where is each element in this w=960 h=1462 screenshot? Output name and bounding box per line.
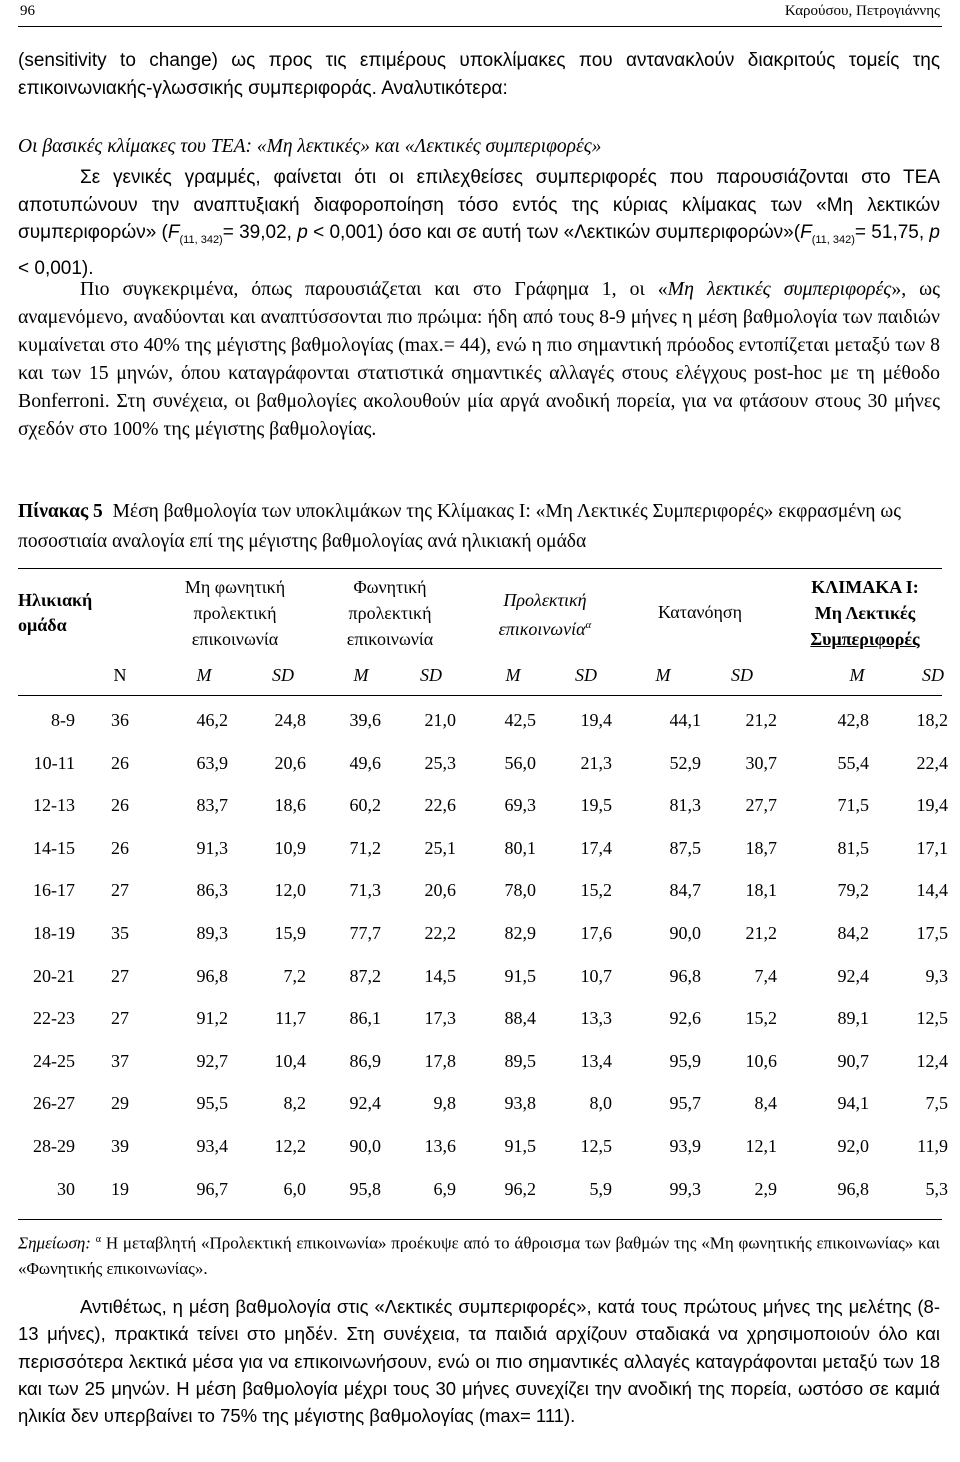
intro-paragraph: (sensitivity to change) ως προς τις επιμέρους υποκλίμακες που αντανακλούν διακριτούς τομείς της επικοινωνιακής-γλωσσικής συμπεριφοράς. Αναλυτικότερα:	[18, 50, 940, 99]
header-scale-total: ΚΛΙΜΑΚΑ Ι: Μη Λεκτικές Συμπεριφορές	[810, 577, 920, 649]
mean-cell: 90,0	[669, 923, 701, 943]
mean-cell: 91,5	[504, 965, 536, 986]
mean-cell: 81,5	[837, 837, 869, 858]
sd-cell: 17,3	[424, 1008, 456, 1029]
sd-cell: 15,2	[580, 880, 612, 901]
sd-cell: 5,9	[589, 1178, 612, 1199]
mean-cell: 63,9	[196, 752, 228, 773]
table-note: Σημείωση: $^\alpha$ Η μεταβλητή «Προλεκτική επικοινωνία» προέκυψε από το άθροισμα των βαθμών της «Μη φωνητικής επικοινωνίας» και «Φωνητικής επικοινωνίας».	[18, 1233, 940, 1278]
n-cell: 26	[111, 795, 129, 816]
mean-cell: 78,0	[504, 880, 536, 901]
sd-cell: 11,9	[917, 1136, 948, 1156]
subheader-n: N	[113, 665, 127, 685]
sd-cell: 12,0	[274, 880, 306, 901]
mean-cell: 83,7	[196, 795, 228, 816]
sd-cell: 19,5	[580, 795, 612, 816]
header-comprehension: Κατανόηση	[657, 602, 743, 622]
mean-cell: 55,4	[837, 752, 869, 773]
header-phonetic: Φωνητική προλεκτική επικοινωνία	[346, 577, 434, 649]
sd-cell: 25,1	[424, 837, 456, 858]
mean-cell: 87,5	[669, 837, 701, 858]
age-group-cell: 10-11	[33, 752, 75, 773]
sd-cell: 8,2	[283, 1093, 306, 1114]
header-nonphonetic: Μη φωνητική προλεκτική επικοινωνία	[184, 577, 286, 649]
mean-cell: 91,2	[196, 1008, 228, 1029]
mean-cell: 92,7	[196, 1050, 228, 1071]
sd-cell: 21,0	[424, 710, 456, 730]
n-cell: 27	[111, 1008, 129, 1029]
sd-cell: 5,3	[925, 1178, 948, 1199]
sd-cell: 7,5	[925, 1093, 948, 1114]
sd-cell: 21,2	[745, 923, 777, 943]
mean-cell: 92,6	[669, 1008, 701, 1029]
sd-cell: 21,2	[745, 710, 777, 730]
sd-cell: 13,4	[580, 1050, 612, 1071]
sd-cell: 17,1	[916, 837, 948, 858]
subheader-mean: M	[353, 665, 369, 685]
n-cell: 27	[111, 880, 129, 901]
mean-cell: 49,6	[349, 752, 381, 773]
sd-cell: 12,5	[916, 1008, 948, 1029]
n-cell: 29	[111, 1093, 129, 1114]
table-top-rule	[18, 568, 942, 569]
sd-cell: 13,6	[424, 1136, 456, 1156]
mean-cell: 90,0	[349, 1136, 381, 1156]
mean-cell: 96,8	[837, 1178, 869, 1199]
mean-cell: 60,2	[349, 795, 381, 816]
sd-cell: 10,6	[745, 1050, 777, 1071]
subheader-sd: SD	[731, 665, 753, 685]
sd-cell: 2,9	[754, 1178, 777, 1199]
age-group-cell: 14-15	[33, 837, 75, 858]
sd-cell: 7,2	[283, 965, 306, 986]
sd-cell: 19,4	[580, 710, 612, 730]
mean-cell: 96,8	[196, 965, 228, 986]
sd-cell: 10,9	[274, 837, 306, 858]
page-number: 96	[20, 3, 35, 19]
subheader-sd: SD	[922, 665, 944, 685]
mean-cell: 96,8	[669, 965, 701, 986]
mean-cell: 89,1	[837, 1008, 869, 1029]
running-header	[18, 0, 942, 27]
section-subheading: Οι βασικές κλίμακες του ΤΕΑ: «Μη λεκτικές» και «Λεκτικές συμπεριφορές»	[18, 136, 602, 157]
sd-cell: 27,7	[745, 795, 777, 816]
header-age-group: Ηλικιακή ομάδα	[18, 590, 93, 635]
sd-cell: 15,9	[274, 923, 306, 943]
mean-cell: 52,9	[669, 752, 701, 773]
sd-cell: 17,4	[580, 837, 612, 858]
sd-cell: 12,2	[274, 1136, 306, 1156]
sd-cell: 13,3	[580, 1008, 612, 1029]
mean-cell: 88,4	[504, 1008, 536, 1029]
mean-cell: 99,3	[669, 1178, 701, 1199]
n-cell: 26	[111, 752, 129, 773]
subheader-mean: M	[655, 665, 671, 685]
sd-cell: 8,0	[589, 1093, 612, 1114]
mean-cell: 77,7	[349, 923, 381, 943]
age-group-cell: 12-13	[33, 795, 75, 816]
sd-cell: 18,1	[745, 880, 777, 901]
mean-cell: 86,3	[196, 880, 228, 901]
age-group-cell: 8-9	[51, 710, 75, 730]
mean-cell: 96,7	[196, 1178, 228, 1199]
subheader-mean: M	[505, 665, 521, 685]
mean-cell: 93,9	[669, 1136, 701, 1156]
sd-cell: 15,2	[745, 1008, 777, 1029]
n-cell: 35	[111, 923, 129, 943]
sd-cell: 24,8	[274, 710, 306, 730]
subheader-sd: SD	[272, 665, 294, 685]
mean-cell: 86,1	[349, 1008, 381, 1029]
sd-cell: 14,5	[424, 965, 456, 986]
mean-cell: 86,9	[349, 1050, 381, 1071]
mean-cell: 93,4	[196, 1136, 228, 1156]
mean-cell: 71,3	[349, 880, 381, 901]
mean-cell: 42,5	[504, 710, 536, 730]
subheader-sd: SD	[420, 665, 442, 685]
mean-cell: 44,1	[669, 710, 701, 730]
running-head-authors: Καρούσου, Πετρογιάννης	[784, 3, 940, 19]
sd-cell: 9,3	[925, 965, 948, 986]
sd-cell: 18,2	[916, 710, 948, 730]
sd-cell: 22,4	[916, 752, 948, 773]
sd-cell: 12,4	[916, 1050, 948, 1071]
mean-cell: 90,7	[837, 1050, 869, 1071]
sd-cell: 6,0	[283, 1178, 306, 1199]
mean-cell: 91,5	[504, 1136, 536, 1156]
age-group-cell: 28-29	[33, 1136, 75, 1156]
sd-cell: 22,2	[424, 923, 456, 943]
mean-cell: 84,2	[837, 923, 869, 943]
sd-cell: 10,7	[580, 965, 612, 986]
age-group-cell: 22-23	[33, 1008, 75, 1029]
sd-cell: 30,7	[745, 752, 777, 773]
subheader-mean: M	[196, 665, 212, 685]
sd-cell: 25,3	[424, 752, 456, 773]
sd-cell: 18,7	[745, 837, 777, 858]
age-group-cell: 20-21	[33, 965, 75, 986]
mean-cell: 92,4	[837, 965, 869, 986]
mean-cell: 87,2	[349, 965, 381, 986]
subheader-mean: M	[849, 665, 865, 685]
paragraph-nonverbal: Πιο συγκεκριμένα, όπως παρουσιάζεται και στο Γράφημα 1, οι «Μη λεκτικές συμπεριφορές», ως αναμενόμενο, αναδύονται και αναπτύσσονται πιο πρώιμα: ήδη από τους 8-9 μήνες η μέση βαθμολογία των παιδιών κυμαίνεται στο 40% της μέγιστης βαθμολογίας (max.= 44), ενώ η πιο σημαντική πρόοδος εντοπίζεται μεταξύ των 8 και των 15 μηνών, όπου καταγράφονται στατιστικά σημαντικές αλλαγές στους ελέγχους post-hoc με τη μέθοδο Bonferroni. Στη συνέχεια, οι βαθμολογίες ακολουθούν μία αργά ανοδική πορεία, για να φτάσουν στους 30 μήνες σχεδόν στο 100% της μέγιστης βαθμολογίας.	[18, 278, 940, 440]
mean-cell: 69,3	[504, 795, 536, 816]
sd-cell: 18,6	[274, 795, 306, 816]
mean-cell: 92,4	[349, 1093, 381, 1114]
sd-cell: 11,7	[275, 1008, 306, 1029]
paragraph-scales: Σε γενικές γραμμές, φαίνεται ότι οι επιλεχθείσες συμπεριφορές που παρουσιάζονται στο ΤΕΑ αποτυπώνουν την αναπτυξιακή διαφοροποίηση τόσο εντός της κύριας κλίμακας των «Μη λεκτικών συμπεριφορών» ($F_{(11, 342)}= 39,02$, p < 0,001) όσο και σε αυτή των «Λεκτικών $\sigma\upsilon\mu\pi\varepsilon\rho\iota\varphi o\rho ώ\nu»(F_{(11, 342)}= 51,75$, p < 0,001).	[18, 167, 940, 279]
sd-cell: 12,5	[580, 1136, 612, 1156]
mean-cell: 84,7	[669, 880, 701, 901]
n-cell: 26	[111, 837, 129, 858]
age-group-cell: 26-27	[33, 1093, 75, 1114]
sd-cell: 7,4	[754, 965, 777, 986]
mean-cell: 71,5	[837, 795, 869, 816]
mean-cell: 39,6	[349, 710, 381, 730]
table-bottom-rule	[18, 1219, 942, 1220]
sd-cell: 19,4	[916, 795, 948, 816]
mean-cell: 56,0	[504, 752, 536, 773]
n-cell: 37	[111, 1050, 129, 1071]
sd-cell: 20,6	[424, 880, 456, 901]
table-header-rule	[18, 695, 942, 696]
mean-cell: 89,3	[196, 923, 228, 943]
age-group-cell: 24-25	[33, 1050, 75, 1071]
sd-cell: 8,4	[754, 1093, 777, 1114]
n-cell: 39	[111, 1136, 129, 1156]
sd-cell: 6,9	[433, 1178, 456, 1199]
mean-cell: 94,1	[837, 1093, 869, 1114]
sd-cell: 17,8	[424, 1050, 456, 1071]
n-cell: 19	[111, 1178, 129, 1199]
n-cell: 36	[111, 710, 129, 730]
sd-cell: 12,1	[745, 1136, 777, 1156]
table-caption-label: Πίνακας 5	[18, 501, 103, 522]
mean-cell: 42,8	[837, 710, 869, 730]
sd-cell: 17,6	[580, 923, 612, 943]
mean-cell: 80,1	[504, 837, 536, 858]
mean-cell: 82,9	[504, 923, 536, 943]
sd-cell: 10,4	[274, 1050, 306, 1071]
age-group-cell: 16-17	[33, 880, 75, 901]
mean-cell: 71,2	[349, 837, 381, 858]
age-group-cell: 18-19	[33, 923, 75, 943]
mean-cell: 81,3	[669, 795, 701, 816]
sd-cell: 14,4	[916, 880, 948, 901]
subheader-sd: SD	[575, 665, 597, 685]
table-caption	[18, 497, 940, 557]
mean-cell: 92,0	[837, 1136, 869, 1156]
sd-cell: 9,8	[433, 1093, 456, 1114]
mean-cell: 93,8	[504, 1093, 536, 1114]
mean-cell: 96,2	[504, 1178, 536, 1199]
mean-cell: 89,5	[504, 1050, 536, 1071]
mean-cell: 95,9	[669, 1050, 701, 1071]
sd-cell: 17,5	[916, 923, 948, 943]
mean-cell: 95,8	[349, 1178, 381, 1199]
mean-cell: 91,3	[196, 837, 228, 858]
paragraph-verbal: Αντιθέτως, η μέση βαθμολογία στις «Λεκτικές συμπεριφορές», κατά τους πρώτους μήνες της μελέτης (8-13 μήνες), πρακτικά τείνει στο μηδέν. Στη συνέχεια, τα παιδιά αρχίζουν σταδιακά να χρησιμοποιούν όλο και περισσότερα λεκτικά μέσα για να επικοινωνήσουν, ενώ οι πιο σημαντικές αλλαγές καταγράφονται μεταξύ των 18 και των 25 μηνών. Η μέση βαθμολογία μέχρι τους 30 μήνες συνεχίζει την ανοδική της πορεία, ωστόσο σε καμιά ηλικία δεν υπερβαίνει το 75% της μέγιστης βαθμολογίας (max= 111).	[18, 1296, 940, 1427]
mean-cell: 95,5	[196, 1093, 228, 1114]
age-group-cell: 30	[57, 1178, 75, 1199]
mean-cell: 46,2	[196, 710, 228, 730]
sd-cell: 20,6	[274, 752, 306, 773]
header-prelexical: Προλεκτική επικοινωνία$^\alpha$	[498, 590, 592, 639]
mean-cell: 79,2	[837, 880, 869, 901]
mean-cell: 95,7	[669, 1093, 701, 1114]
n-cell: 27	[111, 965, 129, 986]
table-caption-text: Μέση βαθμολογία των υποκλιμάκων της Κλίμακας Ι: «Μη Λεκτικές Συμπεριφορές» εκφρασμένη ως ποσοστιαία αναλογία επί της μέγιστης βαθμολογίας ανά ηλικιακή ομάδα	[18, 501, 901, 552]
sd-cell: 22,6	[424, 795, 456, 816]
sd-cell: 21,3	[580, 752, 612, 773]
